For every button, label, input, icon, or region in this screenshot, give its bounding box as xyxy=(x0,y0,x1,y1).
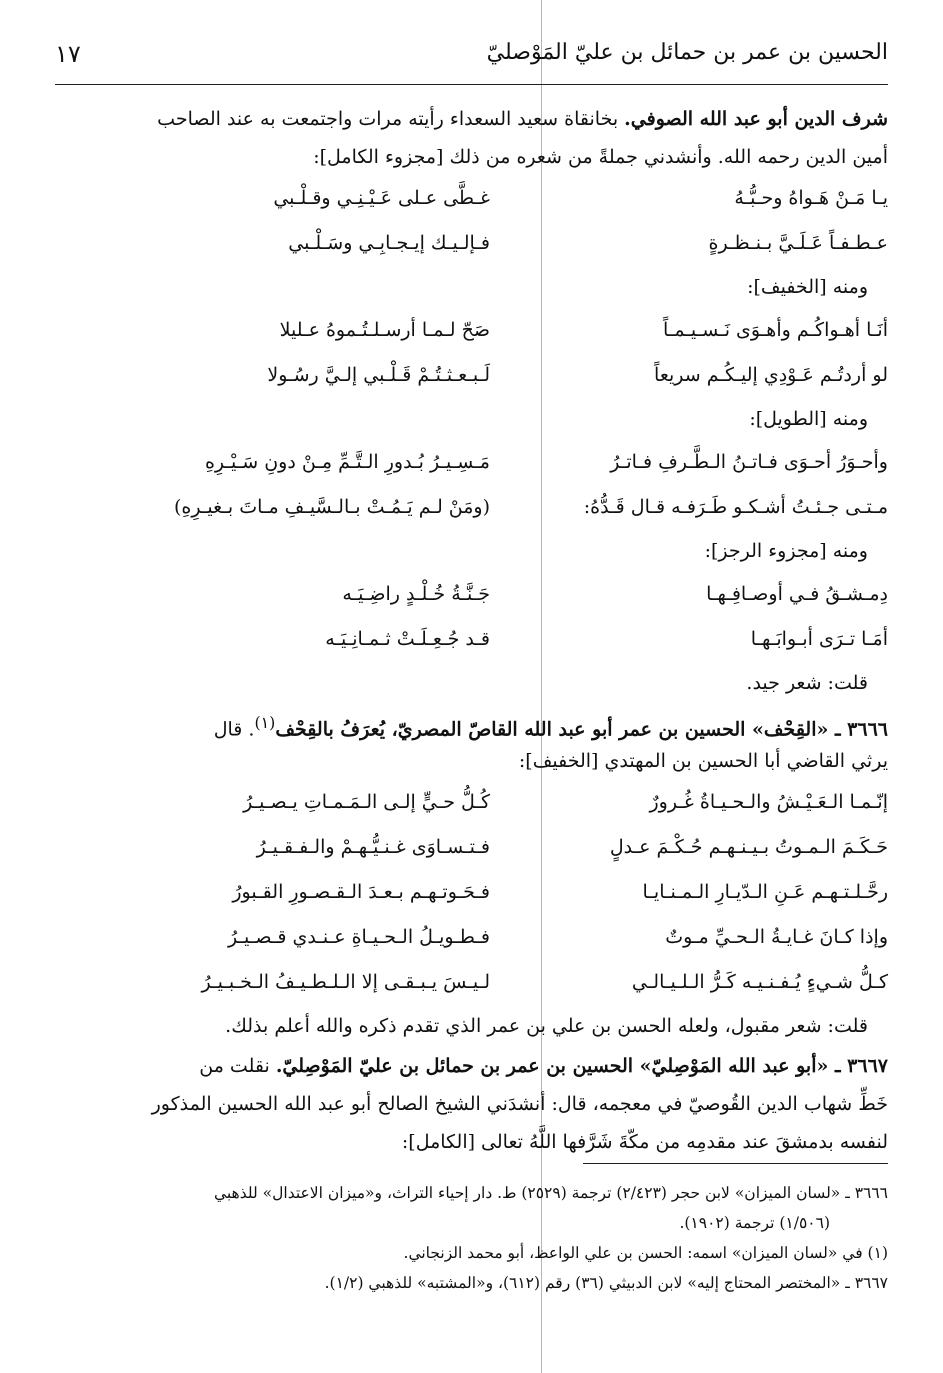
entry-name-bold: شرف الدين أبو عبد الله الصوفي. xyxy=(624,108,888,130)
verse-row xyxy=(55,960,888,1005)
footnote-1: (١) في «لسان الميزان» اسمه: الحسن بن علي الواعظ، أبو محمد الزنجاني. xyxy=(403,1244,888,1262)
verse-row xyxy=(55,176,888,221)
verse-row xyxy=(55,915,888,960)
verse-first-hemistich: حَـكَـمَ الـمـوتُ بـيـنـهـم حُـكْـمَ عـدلٍ xyxy=(609,836,888,858)
page-number: ١٧ xyxy=(55,40,81,68)
running-header xyxy=(55,28,888,85)
entry-heading-line xyxy=(55,704,888,742)
verse-first-hemistich: كـلُّ شـيءٍ يُـفـنـيـه كَـرُّ الـلـيـالـي xyxy=(631,971,888,993)
verse-row xyxy=(55,353,888,398)
meter-label: ومنه [الطويل]: xyxy=(749,408,868,430)
header-title: الحسين بن عمر بن حمائل بن عليّ المَوْصليّ xyxy=(486,40,888,65)
verse-second-hemistich: فـطـويـلُ الـحـيـاةِ عـنـدي قـصـيـرُ xyxy=(227,926,490,948)
footnote-ref[interactable]: (١) xyxy=(254,713,276,732)
comment-line: قلت: شعر جيد. xyxy=(746,672,868,694)
meter-label: ومنه [مجزوء الرجز]: xyxy=(704,540,868,562)
verse-second-hemistich: جَـنَّـةُ خُـلْـدٍ راضِـيَـه xyxy=(342,583,490,605)
meter-label: ومنه [الخفيف]: xyxy=(747,276,868,298)
entry-heading-bold: ٣٦٦٦ ـ «القِحْف» الحسين بن عمر أبو عبد الله القاصّ المصريّ، يُعرَفُ بالقِحْف xyxy=(275,718,888,741)
verse-row xyxy=(55,825,888,870)
text-span: نقلت من xyxy=(199,1055,276,1077)
text-span: . قال xyxy=(213,718,255,741)
footnote-3666: ٣٦٦٦ ـ «لسان الميزان» لابن حجر (٢/٤٢٣) ترجمة (٢٥٢٩) ط. دار إحياء التراث، و«ميزان الاعتدال» للذهبي xyxy=(213,1184,888,1202)
footnote-3666-cont: (١/٥٠٦) ترجمة (١٩٠٢). xyxy=(679,1214,830,1232)
verse-first-hemistich: أمَـا تـرَى أبـوابَـهـا xyxy=(750,628,888,650)
verse-row xyxy=(55,617,888,662)
verse-row xyxy=(55,572,888,617)
verse-second-hemistich: فـإلـيـك إيـجـابِـي وسَـلْـبي xyxy=(288,232,490,254)
verse-row xyxy=(55,440,888,485)
text-line: لنفسه بدمشقَ عند مقدمِه من مكّةَ شَرَّفها اللَّهُ تعالى [الكامل]: xyxy=(401,1131,888,1153)
comment-line: قلت: شعر مقبول، ولعله الحسن بن علي بن عمر الذي تقدم ذكره والله أعلم بذلك. xyxy=(225,1015,868,1037)
footnote-separator xyxy=(583,1163,888,1164)
verse-second-hemistich: صَحّ لـمـا أرسـلـتُـموهُ عـليلا xyxy=(279,319,490,341)
verse-second-hemistich: لَـبـعـثـتُـمْ قَـلْـبي إلـيَّ رسُـولا xyxy=(267,364,490,386)
verse-row xyxy=(55,221,888,266)
verse-first-hemistich: وإذا كـانَ غـايـةُ الـحـيِّ مـوتٌ xyxy=(665,926,888,948)
verse-second-hemistich: كُـلُّ حـيٍّ إلـى الـمَـمـاتِ يـصـيـرُ xyxy=(243,791,490,813)
entry-heading-line xyxy=(55,1047,888,1085)
verse-second-hemistich: مَـسِـيـرُ بُـدورِ الـتَّـمِّ مِـنْ دونِ سَـيْـرِهِ xyxy=(204,451,490,473)
text-span: بخانقاة سعيد السعداء رأيته مرات واجتمعت به عند الصاحب xyxy=(157,108,625,130)
verse-first-hemistich: مـتـى جـئـتُ أشـكـو طَـرَفـه قـال قَـدُّهُ: xyxy=(583,496,888,518)
verse-first-hemistich: رحَّـلـتـهـم عَـنِ الـدّيـارِ الـمـنـايـا xyxy=(642,881,888,903)
verse-row xyxy=(55,308,888,353)
verse-second-hemistich: فـحَـوتـهـم بـعـدَ الـقـصـورِ القـبورُ xyxy=(232,881,490,903)
text-line: خَطِّ شهاب الدين القُوصيّ في معجمه، قال: أنشدَني الشيخ الصالح أبو عبد الله الحسين المذكور xyxy=(151,1093,888,1115)
verse-first-hemistich: إنّـمـا الـعَـيْـشُ والـحـيـاةُ غُـرورٌ xyxy=(649,791,888,813)
verse-first-hemistich: دِمـشـقُ فـي أوصـافِـهـا xyxy=(706,583,888,605)
verse-second-hemistich: (ومَنْ لـم يَـمُـتْ بـالـسَّيـفِ مـاتَ بـغيـرِهِ) xyxy=(174,496,490,518)
verse-first-hemistich: عـطـفـاً عَـلَـيَّ بـنـظـرةٍ xyxy=(708,232,888,254)
footnotes xyxy=(55,1178,888,1298)
verse-first-hemistich: أنَـا أهـواكُـم وأهـوَى نَـسـيـمـاً xyxy=(663,319,888,341)
verse-second-hemistich: غـطَّى عـلى عَـيْـنِـي وقـلْـبي xyxy=(273,187,490,209)
verse-row xyxy=(55,780,888,825)
verse-second-hemistich: فـتـسـاوَى غـنـيُّـهـمْ والـفـقـيـرُ xyxy=(256,836,490,858)
verse-row xyxy=(55,870,888,915)
entry-heading-bold: ٣٦٦٧ ـ «أبو عبد الله المَوْصِليّ» الحسين بن عمر بن حمائل بن عليّ المَوْصِليّ. xyxy=(275,1055,888,1077)
verse-second-hemistich: قـد جُـعِـلَـتْ ثـمـانِـيَـه xyxy=(325,628,490,650)
text-line xyxy=(55,100,888,138)
verse-first-hemistich: يـا مَـنْ هَـواهُ وحـبُّـهُ xyxy=(734,187,888,209)
verse-first-hemistich: لو أردتُـم عَـوْدِي إليـكُـم سريعاً xyxy=(654,364,888,386)
verse-row xyxy=(55,485,888,530)
main-text xyxy=(55,100,888,1161)
verse-first-hemistich: وأحـوَرُ أحـوَى فـاتـنُ الـطَّـرفِ فـاتـرُ xyxy=(610,451,888,473)
verse-second-hemistich: لـيـسَ يـبـقـى إلا الـلـطـيـفُ الـخـبـيـرُ xyxy=(201,971,490,993)
text-line: أمين الدين رحمه الله. وأنشدني جملةً من شعره من ذلك [مجزوء الكامل]: xyxy=(313,146,888,168)
footnote-3667: ٣٦٦٧ ـ «المختصر المحتاج إليه» لابن الدبيثي (٣٦) رقم (٦١٢)، و«المشتبه» للذهبي (١/٢). xyxy=(324,1274,888,1292)
text-line: يرثي القاضي أبا الحسين بن المهتدي [الخفيف]: xyxy=(518,750,888,772)
